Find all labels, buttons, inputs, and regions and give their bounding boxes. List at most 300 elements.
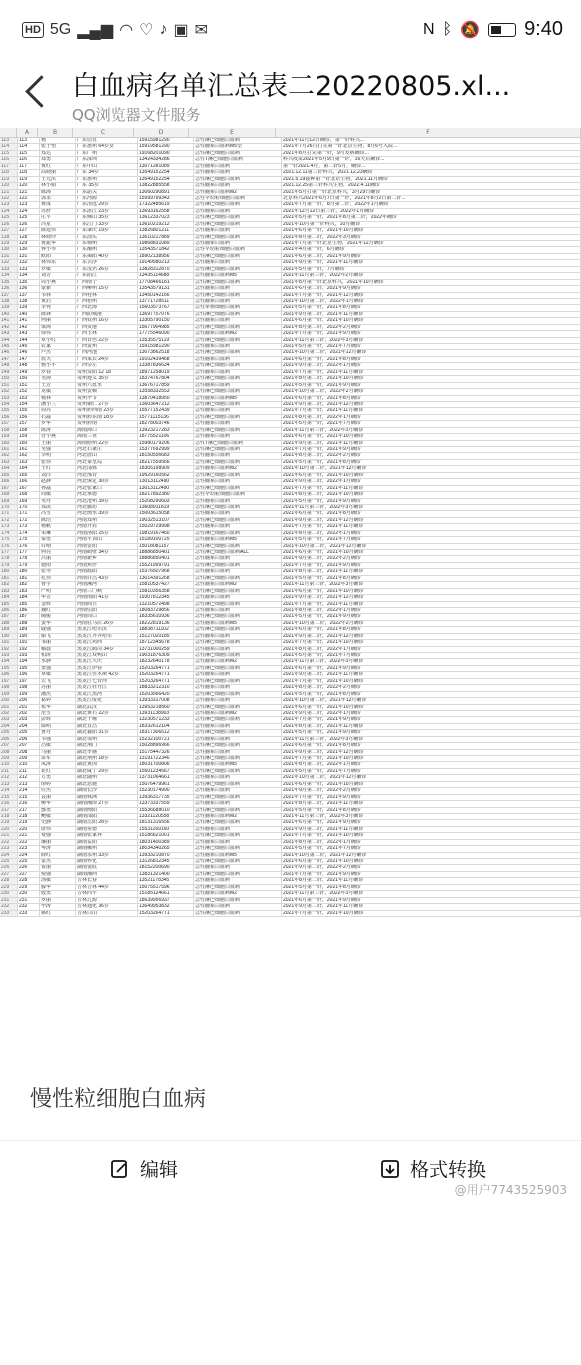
table-cell: 18217559566 bbox=[138, 460, 194, 465]
table-cell: 湖北黄石 22岁 bbox=[76, 711, 138, 716]
table-cell: 2021年5月第一针，2021年9月确诊 bbox=[282, 383, 581, 388]
table-cell: 贵州黔南 bbox=[76, 421, 138, 426]
table-cell: 13826801211 bbox=[138, 228, 194, 233]
table-cell: 科兴疫苗2021年5月9日第一针，16天后确诊... bbox=[282, 157, 581, 162]
table-cell: 129 bbox=[18, 241, 40, 246]
table-cell: 19149580213 bbox=[138, 260, 194, 265]
table-cell: 15603573767 bbox=[138, 305, 194, 310]
table-cell: 湖南湘西 bbox=[76, 872, 138, 877]
table-cell: 208 bbox=[18, 750, 40, 755]
table-cell: 13693162558 bbox=[138, 209, 194, 214]
table-cell: 147 bbox=[0, 357, 18, 362]
table-cell: 185 bbox=[18, 602, 40, 607]
table-cell: 191 bbox=[18, 640, 40, 645]
table-cell: 13933317008 bbox=[138, 698, 194, 703]
table-cell: 广东揭阳 40岁 bbox=[76, 254, 138, 259]
table-cell: 何亮 bbox=[40, 550, 76, 555]
table-cell: 急性髓系白血病 bbox=[194, 595, 282, 600]
table-cell: 18886850401 bbox=[138, 556, 194, 561]
table-cell: 赵静 bbox=[40, 479, 76, 484]
tiktok-icon: ♪ bbox=[159, 21, 168, 38]
table-cell: 湖北荆州 18岁 bbox=[76, 756, 138, 761]
table-cell: 131 bbox=[18, 254, 40, 259]
table-cell: 15377692999 bbox=[138, 447, 194, 452]
table-cell: 150 bbox=[18, 376, 40, 381]
table-cell: 13822885558 bbox=[138, 183, 194, 188]
table-cell: 144 bbox=[0, 338, 18, 343]
table-cell: 230 bbox=[0, 891, 18, 896]
table-cell: 急性淋巴细胞白血病 bbox=[194, 911, 282, 916]
table-cell: 急性髓系白血病 bbox=[194, 479, 282, 484]
table-cell: 2021年6月第一针，2021年10月确诊 bbox=[282, 228, 581, 233]
table-body bbox=[0, 138, 581, 917]
table-cell: 18335610936 bbox=[138, 614, 194, 619]
table-cell: 急性髓系白血病 bbox=[194, 569, 282, 574]
table-cell: 湖北十堰 bbox=[76, 717, 138, 722]
table-cell: 急性髓系白血病 bbox=[194, 318, 282, 323]
table-cell: 2021年6月第一针，2021年10月确诊 bbox=[282, 705, 581, 710]
table-cell: 湖南衡阳 bbox=[76, 808, 138, 813]
table-cell: 急性T淋巴细胞白血病 bbox=[194, 157, 282, 162]
app-icon: ▣ bbox=[173, 22, 189, 39]
table-cell: 河北保定 30岁 bbox=[76, 479, 138, 484]
table-cell: 19102439468 bbox=[138, 357, 194, 362]
table-cell: 罗春 bbox=[40, 370, 76, 375]
table-cell: 水静 bbox=[40, 659, 76, 664]
table-cell: 急性淋巴细胞白血病 bbox=[194, 235, 282, 240]
table-cell: 19307812345 bbox=[138, 595, 194, 600]
table-cell: 广东河源 bbox=[76, 196, 138, 201]
table-cell: 139 bbox=[18, 305, 40, 310]
table-cell: 急性淋巴细胞白血病 bbox=[194, 743, 282, 748]
table-cell: 124 bbox=[0, 209, 18, 214]
table-cell: 217 bbox=[18, 808, 40, 813]
table-cell: 215 bbox=[18, 795, 40, 800]
table-cell: 189 bbox=[18, 627, 40, 632]
table-cell: 13060290891 bbox=[138, 190, 194, 195]
table-cell: 157 bbox=[18, 421, 40, 426]
table-cell: 138 bbox=[18, 299, 40, 304]
table-cell: 广东肇庆 19岁 bbox=[76, 228, 138, 233]
table-cell: 186 bbox=[18, 608, 40, 613]
table-cell: 急性淋巴细胞白血病 bbox=[194, 415, 282, 420]
table-cell: 2021年6月第一针，2021年10月确诊 bbox=[282, 589, 581, 594]
file-source: QQ浏览器文件服务 bbox=[72, 106, 201, 124]
table-cell: 卢杰 bbox=[40, 350, 76, 355]
table-cell: 李秀 bbox=[40, 305, 76, 310]
table-cell: 138 bbox=[0, 299, 18, 304]
table-cell: 163 bbox=[0, 460, 18, 465]
table-cell: 200 bbox=[0, 698, 18, 703]
table-cell: 195 bbox=[0, 666, 18, 671]
table-cell: 孙磊 bbox=[40, 486, 76, 491]
table-cell: 急性淋巴细胞白血病 bbox=[194, 222, 282, 227]
table-cell: 19168201090 bbox=[138, 151, 194, 156]
table-cell: 148 bbox=[18, 363, 40, 368]
table-cell: 13549152254 bbox=[138, 170, 194, 175]
table-cell: 急性髓系白血病 bbox=[194, 556, 282, 561]
table-cell: 毕涛 bbox=[40, 904, 76, 909]
table-cell: 123 bbox=[0, 202, 18, 207]
watermark: @用户7743525903 bbox=[454, 1183, 567, 1197]
table-cell: 15230174990 bbox=[138, 788, 194, 793]
table-cell: 2021年11月第三针，2022年2月确诊 bbox=[282, 273, 581, 278]
table-cell: 周亮 bbox=[40, 408, 76, 413]
back-icon[interactable] bbox=[25, 75, 58, 108]
table-cell: 周小燕 bbox=[40, 280, 76, 285]
table-cell: 杨 bbox=[40, 138, 76, 143]
table-row bbox=[0, 911, 581, 917]
table-cell: 2021年6月第二针，2021年9月确诊 bbox=[282, 254, 581, 259]
table-cell: 2021年11月第三针，2022年3月确诊 bbox=[282, 582, 581, 587]
table-cell: 吉林四平 bbox=[76, 891, 138, 896]
table-cell: 216 bbox=[18, 801, 40, 806]
table-cell: 金辉 bbox=[40, 602, 76, 607]
table-cell: 13521178345 bbox=[138, 878, 194, 883]
table-cell: 120 bbox=[18, 183, 40, 188]
table-cell: 湖南张家界 bbox=[76, 833, 138, 838]
table-cell: 葛婷 bbox=[40, 698, 76, 703]
table-cell: 急性淋巴细胞白血病ALL bbox=[194, 550, 282, 555]
table-cell: 河北廊坊 bbox=[76, 505, 138, 510]
table-cell: 123 bbox=[18, 202, 40, 207]
table-cell: 施雨 bbox=[40, 563, 76, 568]
table-cell: 15531169160 bbox=[138, 827, 194, 832]
table-cell: 彭辉 bbox=[40, 717, 76, 722]
table-cell: 湖北荆门 bbox=[76, 743, 138, 748]
table-cell: 17775546090 bbox=[138, 331, 194, 336]
table-cell: 233 bbox=[0, 911, 18, 916]
table-cell: 黄成 bbox=[40, 202, 76, 207]
table-cell: 急性淋巴细胞白血病 bbox=[194, 692, 282, 697]
table-cell: 13013112490 bbox=[138, 479, 194, 484]
table-cell: 急性髓系白血病 bbox=[194, 750, 282, 755]
table-cell: 18374767804 bbox=[138, 376, 194, 381]
table-cell: 急性淋巴细胞白血病 bbox=[194, 338, 282, 343]
table-cell: 198 bbox=[18, 685, 40, 690]
table-cell: 贵州毕节 bbox=[76, 396, 138, 401]
table-cell: 18031400389 bbox=[138, 840, 194, 845]
table-cell: 黑龙江黑河 bbox=[76, 692, 138, 697]
table-cell: 严明 bbox=[40, 589, 76, 594]
table-cell: 急性髓系白血病 bbox=[194, 370, 282, 375]
table-cell: 2021年9月第二针，2022年2月确诊 bbox=[282, 865, 581, 870]
table-cell: 2021年9月第二针，2022年1月确诊 bbox=[282, 363, 581, 368]
edit-label: 编辑 bbox=[140, 1159, 179, 1181]
table-cell: 18232640178 bbox=[138, 659, 194, 664]
table-cell: 石磊 bbox=[40, 415, 76, 420]
table-cell: 贺丽 bbox=[40, 865, 76, 870]
table-cell: 急性淋巴细胞白血病 bbox=[194, 473, 282, 478]
table-cell: 袁丽 bbox=[40, 795, 76, 800]
table-cell: 161 bbox=[18, 447, 40, 452]
table-cell: 2021年5月第一针，2021年8月确诊 bbox=[282, 576, 581, 581]
table-cell: 157 bbox=[0, 421, 18, 426]
table-cell: 广东广州 bbox=[76, 151, 138, 156]
table-cell: 13387836634 bbox=[138, 363, 194, 368]
table-cell: 211 bbox=[0, 769, 18, 774]
table-cell: 15376507968 bbox=[138, 569, 194, 574]
table-cell: 193 bbox=[18, 653, 40, 658]
table-cell: 急性髓系白血病M2 bbox=[194, 891, 282, 896]
table-cell: 急性髓系白血病 bbox=[194, 286, 282, 291]
table-cell: 廉丽 bbox=[40, 840, 76, 845]
table-cell: 第一针2021.4月，第二针5月，确诊... bbox=[282, 164, 581, 169]
table-cell: 140 bbox=[18, 312, 40, 317]
table-cell: 2021年9月第二针，2021年12月确诊 bbox=[282, 750, 581, 755]
table-cell: 13071281089 bbox=[138, 164, 194, 169]
table-cell: 159 bbox=[18, 434, 40, 439]
table-cell: 15980179206 bbox=[138, 441, 194, 446]
table-cell: 114 bbox=[0, 144, 18, 149]
table-cell: 168 bbox=[0, 492, 18, 497]
convert-label: 格式转换 bbox=[410, 1159, 487, 1181]
table-cell: 2021年7月第一针，2021年11月确诊 bbox=[282, 486, 581, 491]
table-cell: 曹宇 bbox=[40, 582, 76, 587]
table-cell: 急性淋巴细胞白血病 bbox=[194, 627, 282, 632]
table-cell: 13731000259 bbox=[138, 647, 194, 652]
table-cell: 鲍敏 bbox=[40, 814, 76, 819]
table-cell: 急性髓系白血病 bbox=[194, 299, 282, 304]
convert-button[interactable] bbox=[380, 1155, 486, 1182]
table-cell: 邹丽 bbox=[40, 640, 76, 645]
bottom-toolbar bbox=[0, 1140, 581, 1201]
table-cell: 13612337023 bbox=[138, 215, 194, 220]
table-cell: 222 bbox=[18, 840, 40, 845]
table-cell: 146 bbox=[18, 350, 40, 355]
table-cell: 湖南郴州 bbox=[76, 846, 138, 851]
table-cell: 225 bbox=[0, 859, 18, 864]
table-cell: 急性淋巴细胞白血病 bbox=[194, 885, 282, 890]
table-cell: 141 bbox=[18, 318, 40, 323]
table-cell: 2021年9月第二针，2021年12月确诊 bbox=[282, 595, 581, 600]
table-cell: 急性淋巴细胞白血病 bbox=[194, 544, 282, 549]
table-cell: 广东梅州 bbox=[76, 241, 138, 246]
column-header: B bbox=[38, 128, 73, 137]
table-cell: 142 bbox=[18, 325, 40, 330]
table-cell: 13649953832 bbox=[138, 904, 194, 909]
table-cell: 153 bbox=[18, 396, 40, 401]
table-cell: 2021年6月第一针，2021年8月确诊 bbox=[282, 511, 581, 516]
table-cell: 13603647212 bbox=[138, 402, 194, 407]
table-cell: 吉林通化 36岁 bbox=[76, 904, 138, 909]
table-cell: 急性早幼粒细胞白血病 bbox=[194, 247, 282, 252]
table-cell: 230 bbox=[18, 891, 40, 896]
table-cell: 2021年7月第一针，2021年11月确诊 bbox=[282, 524, 581, 529]
table-cell: 2021年5月第一针，2021年8月确诊 bbox=[282, 305, 581, 310]
table-cell: 133 bbox=[0, 267, 18, 272]
table-cell: 15003615058 bbox=[138, 511, 194, 516]
table-cell: 19031876309 bbox=[138, 653, 194, 658]
table-cell: 龙敏 bbox=[40, 389, 76, 394]
table-cell: 广西百色 22岁 bbox=[76, 338, 138, 343]
table-cell: 急性髓系白血病 bbox=[194, 647, 282, 652]
table-cell: 广西梧州 bbox=[76, 299, 138, 304]
table-cell: 115 bbox=[18, 151, 40, 156]
table-cell: 湖南娄底 bbox=[76, 865, 138, 870]
table-cell: 2021年5月第一针，2021年7月确诊 bbox=[282, 769, 581, 774]
table-cell: 15577152439 bbox=[138, 408, 194, 413]
table-cell: 岑涛 bbox=[40, 846, 76, 851]
convert-icon bbox=[380, 1159, 400, 1179]
table-cell: 急性髓系白血病 bbox=[194, 499, 282, 504]
table-cell: 2021年8月第二针，2022年1月确诊 bbox=[282, 647, 581, 652]
table-cell: 132 bbox=[0, 260, 18, 265]
table-cell: 153 bbox=[0, 396, 18, 401]
table-cell: 2021年10月第二针，2021年12月确诊 bbox=[282, 466, 581, 471]
table-cell: 张琴 bbox=[40, 569, 76, 574]
table-cell: 184 bbox=[0, 595, 18, 600]
table-cell: 广东中山 bbox=[76, 164, 138, 169]
table-cell: 176 bbox=[18, 544, 40, 549]
table-cell: 广东清远 29岁 bbox=[76, 202, 138, 207]
table-cell: 13931138903 bbox=[138, 711, 194, 716]
table-cell: 急性淋巴细胞白血病 bbox=[194, 460, 282, 465]
table-cell: 15919581290 bbox=[138, 144, 194, 149]
table-cell: 急性淋巴细胞白血病 bbox=[194, 447, 282, 452]
table-cell: 13191722346 bbox=[138, 756, 194, 761]
table-cell: 蒙新 bbox=[40, 286, 76, 291]
table-cell: 149 bbox=[18, 370, 40, 375]
table-cell: 急性淋巴细胞白血病 bbox=[194, 312, 282, 317]
table-cell: 急性髓系白血病M2 bbox=[194, 582, 282, 587]
table-cell: 13013112490 bbox=[138, 486, 194, 491]
table-cell: 165 bbox=[18, 473, 40, 478]
table-cell: 120 bbox=[0, 183, 18, 188]
table-cell: 广东惠州 bbox=[76, 177, 138, 182]
column-header: F bbox=[276, 128, 581, 137]
table-cell: 166 bbox=[0, 479, 18, 484]
table-cell: 河南南阳 41岁 bbox=[76, 595, 138, 600]
table-cell: 2021年10月第一针科兴，10月确诊 bbox=[282, 222, 581, 227]
table-cell: 贵州贵阳 12 18 bbox=[76, 370, 138, 375]
table-cell: 滕华 bbox=[40, 885, 76, 890]
table-cell: 2021年10月第二针，2021年12月确诊 bbox=[282, 350, 581, 355]
table-cell: 河南商丘 bbox=[76, 602, 138, 607]
table-cell: 2021年5月第一针，2021年7月确诊 bbox=[282, 653, 581, 658]
table-cell: 庄平 bbox=[40, 215, 76, 220]
table-cell: 2021年8月打完第一针，9月发病确诊... bbox=[282, 151, 581, 156]
table-cell: 冯星 bbox=[40, 222, 76, 227]
table-cell: 广西河池 bbox=[76, 350, 138, 355]
table-cell: 河北承德 bbox=[76, 492, 138, 497]
table-cell: 广东江门 33岁 bbox=[76, 222, 138, 227]
table-cell: 广东惠州 64岁女 bbox=[76, 144, 138, 149]
table-cell: 122 bbox=[0, 196, 18, 201]
table-cell: 137 bbox=[0, 293, 18, 298]
table-cell: 2021年5月第一针，7月确诊 bbox=[282, 267, 581, 272]
table-cell: 急性淋巴细胞白血病 bbox=[194, 769, 282, 774]
table-cell: 鲁丹 bbox=[40, 730, 76, 735]
table-cell: 黑龙江大庆 bbox=[76, 659, 138, 664]
table-cell: 王红 bbox=[40, 466, 76, 471]
table-cell: 18886850401 bbox=[138, 550, 194, 555]
table-cell: 201 bbox=[0, 705, 18, 710]
table-cell: 急性T淋巴细胞白血病 bbox=[194, 441, 282, 446]
table-cell: 急性髓系白血病 bbox=[194, 634, 282, 639]
table-cell: 139 bbox=[0, 305, 18, 310]
table-cell: 2021年8月第二针，2021年10月确诊 bbox=[282, 492, 581, 497]
table-cell: 121 bbox=[0, 190, 18, 195]
table-cell: 喻晨 bbox=[40, 647, 76, 652]
table-cell: 190 bbox=[18, 634, 40, 639]
table-cell: 急性淋巴细胞白血病 bbox=[194, 267, 282, 272]
table-cell: 205 bbox=[0, 730, 18, 735]
table-cell: 2021年6月第一针，2021年8月确诊 bbox=[282, 627, 581, 632]
table-cell: 广东信宜 bbox=[76, 138, 138, 143]
table-cell: 128 bbox=[18, 235, 40, 240]
table-cell: 窦强 bbox=[40, 666, 76, 671]
table-cell: 200 bbox=[18, 698, 40, 703]
table-cell: 急性髓系白血病 bbox=[194, 724, 282, 729]
table-cell: 196 bbox=[18, 672, 40, 677]
table-cell: 薛红 bbox=[40, 853, 76, 858]
table-cell: 210 bbox=[0, 762, 18, 767]
table-cell: 急性髓系白血病 bbox=[194, 421, 282, 426]
status-bar bbox=[0, 0, 581, 62]
table-cell: 黑龙江七台河 bbox=[76, 679, 138, 684]
table-cell: 广东潮州 bbox=[76, 247, 138, 252]
table-cell: 18217892380 bbox=[138, 492, 194, 497]
table-cell: 2021年5月第一针，2021年8月确诊 bbox=[282, 692, 581, 697]
table-cell: 急性淋巴细胞白血病 bbox=[194, 898, 282, 903]
table-cell: 148 bbox=[0, 363, 18, 368]
table-cell: 17322485619 bbox=[138, 202, 194, 207]
table-cell: 湖南永州 33岁 bbox=[76, 853, 138, 858]
status-left bbox=[22, 20, 208, 40]
table-cell: 155 bbox=[0, 408, 18, 413]
file-description: 慢性粒细胞白血病 bbox=[30, 1087, 207, 1112]
edit-button[interactable] bbox=[110, 1155, 178, 1182]
table-cell: 231 bbox=[18, 898, 40, 903]
table-cell: 125 bbox=[0, 215, 18, 220]
table-cell: 急性淋巴细胞白血病 bbox=[194, 350, 282, 355]
table-cell: 2021年8月第二针，2022年1月确诊 bbox=[282, 762, 581, 767]
table-cell: 湖北宜昌 bbox=[76, 724, 138, 729]
table-cell: 2021年8月第二针，2022年1月确诊 bbox=[282, 840, 581, 845]
table-cell: 150 bbox=[0, 376, 18, 381]
table-cell: 方勇 bbox=[40, 775, 76, 780]
table-cell: 224 bbox=[0, 853, 18, 858]
table-cell: 192 bbox=[0, 647, 18, 652]
table-cell: 柏涛 bbox=[40, 653, 76, 658]
table-cell: 2021年10月第二针，2021年12月确诊 bbox=[282, 544, 581, 549]
table-cell: 180 bbox=[0, 569, 18, 574]
table-cell: 13126812345 bbox=[138, 859, 194, 864]
clock: 9:40 bbox=[524, 18, 563, 40]
table-cell: 208 bbox=[0, 750, 18, 755]
table-cell: 广西来宾 24岁 bbox=[76, 357, 138, 362]
table-cell: 156 bbox=[0, 415, 18, 420]
table-cell: 急性淋巴细胞白血病 bbox=[194, 389, 282, 394]
table-cell: 13831321400 bbox=[138, 872, 194, 877]
table-cell: 15028896966 bbox=[138, 743, 194, 748]
table-cell: 2021年8月第二针，2022年1月确诊 bbox=[282, 608, 581, 613]
table-cell: 209 bbox=[18, 756, 40, 761]
table-cell: 雷杰 bbox=[40, 859, 76, 864]
table-cell: 15185124661 bbox=[138, 891, 194, 896]
table-cell: 134 bbox=[18, 273, 40, 278]
table-cell: 花红 bbox=[40, 769, 76, 774]
table-cell: 13321120558 bbox=[138, 814, 194, 819]
table-cell: 2021年10月第二针，2021年12月确诊 bbox=[282, 698, 581, 703]
table-cell: 205 bbox=[18, 730, 40, 735]
status-right bbox=[423, 18, 563, 41]
table-cell: 2021年8月第二针，2021年11月确诊 bbox=[282, 724, 581, 729]
table-cell: 15203264771 bbox=[138, 679, 194, 684]
table-cell: 急性髓系白血病M2 bbox=[194, 814, 282, 819]
table-cell: 2021年8月第二针，2022年3月确诊 bbox=[282, 235, 581, 240]
